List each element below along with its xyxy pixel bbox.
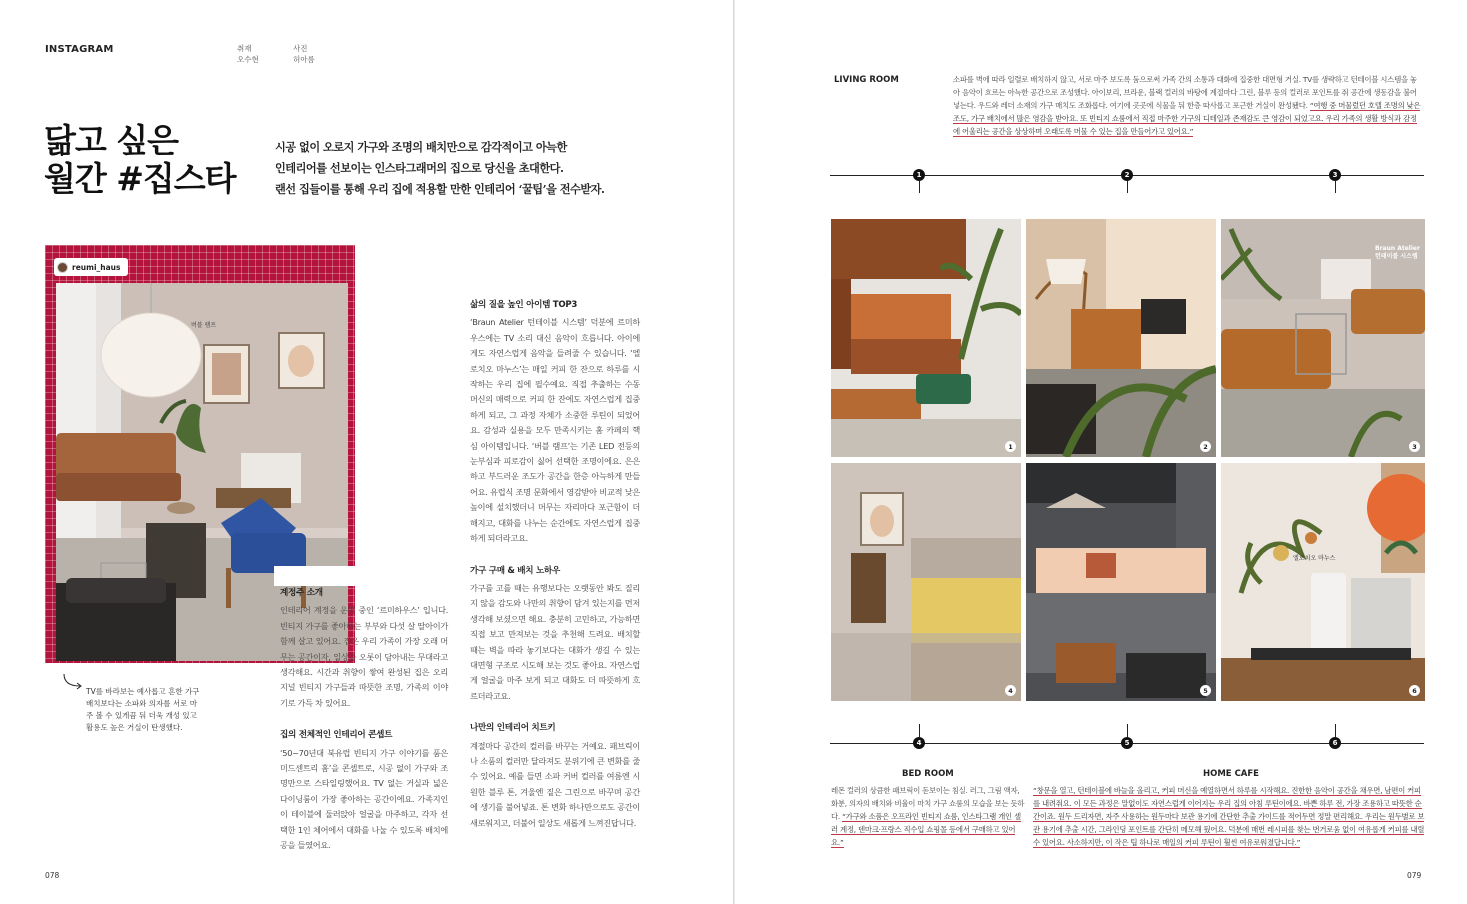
marker-3: 3 [1329,169,1341,181]
photo-6 [1221,463,1425,701]
tick [1335,181,1336,193]
section-title: 삶의 질을 높인 아이템 TOP3 [470,300,578,310]
section-title: 집의 전체적인 인테리어 콘셉트 [280,730,393,741]
photo-number: 6 [1409,685,1420,696]
marker-4: 4 [913,737,925,749]
left-page [0,0,733,904]
section-body: 가구를 고를 때는 유행보다는 오랫동안 봐도 질리지 않을 감도와 나만의 취향이 담겨 있는지를 먼저 생각해 보셨으면 해요. 충분히 고민하고, 가능하면 직접 보고 만져보는 것을 추천해 드려요. 배치할 때는 벽을 따라 놓기보다는 대화가 생길 수 있는 대면형 구조로 시도해 보는 것도 좋아요. 자연스럽게 얼굴을 마주 보게 되고 대화도 더 따뜻하게 흐르더라고요. [470,582,640,701]
tick [1127,181,1128,193]
page-title [44,122,274,198]
intro-line-3: 랜선 집들이를 통해 우리 집에 적용할 만한 인테리어 ‘꿀팁’을 전수받자. [275,182,605,196]
living-quote: “여행 중 머물렀던 호텔 조명의 낮은 조도, 가구 배치에서 많은 영감을 받아요. 또 빈티지 쇼룸에서 직접 마주한 가구의 디테일과 존재감도 큰 영감이 되었고요. 우리 가족의 생활 방식과 감정에 어울리는 공간을 상상하며 오래도록 머물 수 있는 집을 만들어가고 있어요.” [953,100,1421,136]
text-box-bg [274,566,454,586]
section-owner-intro [280,586,448,711]
tick [1335,724,1336,737]
photo-caption: TV를 바라보는 예사롭고 흔한 가구 배치보다는 소파와 의자를 서로 마주 볼 수 있게끔 둬 더욱 개성 있고 활용도 높은 거실이 탄생했다. [86,687,200,732]
section-title: 나만의 인테리어 치트키 [470,723,556,734]
home-cafe-quote: “창문을 열고, 턴테이블에 바늘을 올리고, 커피 머신을 예열하면서 하루를 시작해요. 진한한 음악이 공간을 채우면, 남편이 커피를 내려줘요. 이 모든 과정은 말없이도 자연스럽게 이어지는 우리 집의 아침 루틴이에요. 바쁜 하루 전, 가장 조용하고 따뜻한 순간이죠. 원두 드리자면, 자주 사용하는 원두마다 보관 용기에 간단한 추출 가이드를 적어두면 정말 편리해요. 우리는 원두별로 보관 용기에 추출 시간, 그라인딩 포인트를 간단히 메모해 뒀어요. 덕분에 매번 레시피를 찾는 번거로움 없이 여유롭게 커피를 내릴 수 있어요. 사소하지만, 이 작은 팁 하나로 매일의 커피 루틴이 훨씬 여유로워졌답니다.” [1033,786,1425,847]
marker-5: 5 [1121,737,1133,749]
credit-writer-name: 오수현 [237,55,259,64]
section-body: 인테리어 계정을 운영 중인 ‘르미하우스’ 입니다. 빈티지 가구를 좋아하는 부부와 다섯 살 딸아이가 함께 살고 있어요. 집은 우리 가족이 가장 오래 머무는 공간이자, 일상을 오롯이 담아내는 무대라고 생각해요. 시간과 취향이 쌓여 완성된 집은 오리지널 빈티지 가구들과 따뜻한 조명, 가족의 이야기로 가득 차 있어요. [280,605,448,708]
marker-2: 2 [1121,169,1133,181]
credit-photographer-role: 사진 [293,44,308,53]
intro-text [275,137,695,200]
column-b [470,298,640,848]
turntable-label [1375,245,1420,261]
living-room-heading: LIVING ROOM [834,75,899,85]
marker-1: 1 [913,169,925,181]
photo-number: 2 [1200,441,1211,452]
handle-text: reumi_haus [72,262,121,272]
tick [919,724,920,737]
tick [919,181,920,193]
avatar [57,262,68,273]
section-body: 계절마다 공간의 컬러를 바꾸는 거예요. 패브릭이나 소품의 컬러만 달라져도 분위기에 큰 변화를 줄 수 있어요. 예를 들면 소파 커버 컬러를 여름엔 시원한 블루 톤, 겨울엔 짙은 그린으로 바꾸며 공간에 생기를 불어넣죠. 톤 변화 하나만으로도 공간이 새로워지고, 더불어 일상도 새롭게 느껴진답니다. [470,740,640,828]
section-furniture-tips [470,564,640,705]
photo-number: 5 [1200,685,1211,696]
credit-photographer-name: 허아름 [293,55,315,64]
photo-2 [1026,219,1216,457]
section-top3 [470,298,640,547]
intro-line-2: 인테리어를 선보이는 인스타그래머의 집으로 당신을 초대한다. [275,161,564,175]
section-title: 가구 구매 & 배치 노하우 [470,565,560,576]
photo-4 [831,463,1021,701]
section-concept [280,728,448,853]
espresso-label: 엘로치오 마누스 [1293,555,1336,562]
bedroom-heading: BED ROOM [902,769,954,779]
living-body: 소파를 벽에 따라 일렬로 배치하지 않고, 서로 마주 보도록 둠으로써 가족 간의 소통과 대화에 집중한 대면형 거실. TV를 생략하고 턴테이블 시스템을 놓아 음악이 흐르는 아늑한 공간으로 조성했다. 아이보리, 브라운, 블랙 컬러의 바탕에 계절마다 그린, 블루 등의 컬러로 포인트를 줘 공간에 생동감을 불어 넣는다. 우드와 레더 소재의 가구 매치도 조화롭다. 여기에 곳곳에 식물을 둬 한층 따사롭고 포근한 거실이 완성됐다. [953,75,1417,110]
title-line-2: 월간 #집스타 [44,159,236,198]
intro-line-1: 시공 없이 오로지 가구와 조명의 배치만으로 감각적이고 아늑한 [275,140,567,154]
credit-writer [237,43,259,65]
turntable-label-line-1: Braun Atelier [1375,245,1420,252]
page-number-left: 078 [45,871,60,880]
section-body: ‘50~70년대 북유럽 빈티지 가구 이야기를 품은 미드센트리 홈’을 콘셉트로, 시공 없이 가구와 조명만으로 스타일링했어요. TV 없는 거실과 넓은 다이닝룸이 가장 좋아하는 공간이에요. 가족지인이 테이블에 둘러앉아 얼굴을 마주하고, 각자 선택한 1인 체어에서 대화를 나눌 수 있도록 배치에 공을 들였어요. [280,747,448,851]
lamp-tag: 버블 램프 [191,322,217,329]
page-number-right: 079 [1407,871,1422,880]
marker-6: 6 [1329,737,1341,749]
photo-number: 3 [1409,441,1420,452]
turntable-label-line-2: 턴테이블 시스템 [1375,253,1418,260]
photo-1 [831,219,1021,457]
photo-number: 4 [1005,685,1016,696]
home-cafe-text [1033,785,1425,850]
credit-photographer [293,43,315,65]
bedroom-body: 레몬 컬러의 상큼한 패브릭이 돋보이는 침실. 러그, 그림 액자, 화분, 의자의 배치와 비율이 마치 가구 쇼룸의 모습을 보는 듯하다. [831,786,1025,821]
title-line-1: 닮고 싶은 [44,121,179,160]
right-page [735,0,1467,904]
credit-writer-role: 취재 [237,44,252,53]
section-title: 계정주 소개 [280,588,323,598]
section-body: ‘Braun Atelier 턴테이블 시스템’ 덕분에 르미하우스에는 TV 소리 대신 음악이 흐릅니다. 아이에게도 자연스럽게 음악을 들려줄 수 있습니다. ‘엘로치오 마누스’는 매일 커피 한 잔으로 하루를 시작하는 우리 집에 필수예요. 직접 추출하는 수동 머신의 매력으로 커피 한 잔에도 자연스럽게 집중하게 되고, 그 과정 자체가 소중한 루틴이 되었어요. 감성과 실용을 모두 만족시키는 홈 카페의 핵심 아이템입니다. ‘버블 램프’는 기존 LED 전등의 눈부심과 피로감이 싫어 선택한 조명이에요. 은은하고 부드러운 조도가 공간을 한층 아늑하게 만들어요. 유럽식 조명 문화에서 영감받아 비교적 낮은 높이에 설치했더니 머무는 자리마다 포근함이 더해지고, 대화를 나누는 순간에도 자연스럽게 집중하게 되더라고요. [470,317,640,544]
photo-number: 1 [1005,441,1016,452]
bedroom-quote: “가구와 소품은 오프라인 빈티지 쇼룸, 인스타그램 개인 셀러 계정, 덴마크·프랑스 직수입 쇼핑몰 등에서 구매하고 있어요.” [831,811,1021,847]
section-cheat-key [470,721,640,831]
home-cafe-heading: HOME CAFE [1203,769,1259,779]
caption-arrow-icon [62,674,84,692]
instagram-handle[interactable] [54,258,128,276]
living-room-text [953,74,1423,139]
photo-3 [1221,219,1425,457]
bedroom-text [831,785,1025,850]
tick [1127,724,1128,737]
column-a [280,586,448,871]
photo-5 [1026,463,1216,701]
section-label: INSTAGRAM [45,44,114,55]
